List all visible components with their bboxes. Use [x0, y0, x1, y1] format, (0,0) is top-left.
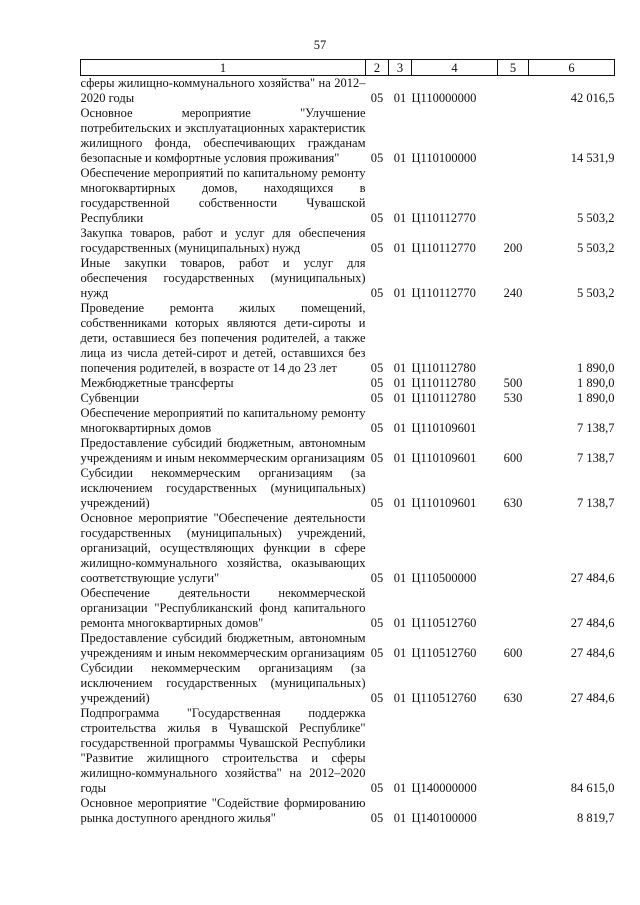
row-name: Предоставление субсидий бюджетным, автономным учреждениям и иным некоммерческим организациям [80, 631, 366, 660]
row-target: Ц140100000 [411, 811, 477, 825]
row-target: Ц110109601 [411, 496, 477, 510]
table-header-row [81, 60, 615, 76]
row-name: Обеспечение мероприятий по капитальному ремонту многоквартирных домов [80, 406, 366, 435]
column-header-amount: 6 [529, 60, 615, 76]
table-row [81, 226, 615, 256]
row-amount: 42 016,5 [570, 91, 615, 105]
row-name: Подпрограмма "Государственная поддержка строительства жилья в Чувашской Республике" государственной программы Чувашской Республики "Развитие жилищного строительства и сферы жилищно-коммунального хозяйства" на 2012–2020 годы [80, 706, 366, 795]
row-target: Ц140000000 [411, 781, 477, 795]
column-header-section: 2 [366, 60, 389, 76]
row-target: Ц110109601 [411, 451, 477, 465]
row-type [498, 406, 529, 436]
column-header-type: 5 [498, 60, 529, 76]
row-amount: 7 138,7 [577, 451, 615, 465]
row-subsection: 01 [393, 211, 407, 225]
table-row [81, 376, 615, 391]
row-section: 05 [370, 91, 384, 105]
row-subsection: 01 [393, 571, 407, 585]
row-type: 240 [503, 286, 523, 300]
row-subsection: 01 [393, 616, 407, 630]
row-type [498, 76, 529, 107]
row-amount: 1 890,0 [577, 391, 615, 405]
table-row [81, 631, 615, 661]
table-row [81, 166, 615, 226]
row-section: 05 [370, 811, 384, 825]
row-section: 05 [370, 361, 384, 375]
table-row [81, 466, 615, 511]
row-subsection: 01 [393, 421, 407, 435]
row-type [498, 166, 529, 226]
row-subsection: 01 [393, 91, 407, 105]
table-row [81, 661, 615, 706]
row-amount: 8 819,7 [577, 811, 615, 825]
row-section: 05 [370, 451, 384, 465]
row-amount: 5 503,2 [577, 241, 615, 255]
row-amount: 1 890,0 [577, 361, 615, 375]
row-section: 05 [370, 421, 384, 435]
row-name: Основное мероприятие "Обеспечение деятельности государственных (муниципальных) учреждений, организаций, осуществляющих функции в сфере жилищно-коммунального хозяйства, оказывающих соответствующие услуги" [80, 511, 366, 585]
row-amount: 7 138,7 [577, 421, 615, 435]
row-amount: 84 615,0 [570, 781, 615, 795]
row-target: Ц110112770 [411, 286, 476, 300]
row-section: 05 [370, 376, 384, 390]
row-type: 600 [503, 451, 523, 465]
row-subsection: 01 [393, 241, 407, 255]
row-name: Субсидии некоммерческим организациям (за исключением государственных (муниципальных) учреждений) [80, 466, 366, 510]
row-subsection: 01 [393, 391, 407, 405]
row-target: Ц110112780 [411, 361, 476, 375]
row-amount: 27 484,6 [570, 616, 615, 630]
row-section: 05 [370, 646, 384, 660]
row-subsection: 01 [393, 691, 407, 705]
row-subsection: 01 [393, 151, 407, 165]
row-name: Обеспечение мероприятий по капитальному ремонту многоквартирных домов, находящихся в государственной собственности Чувашской Республики [80, 166, 366, 225]
row-subsection: 01 [393, 646, 407, 660]
row-subsection: 01 [393, 811, 407, 825]
column-header-target: 4 [412, 60, 498, 76]
row-name: Проведение ремонта жилых помещений, собственниками которых являются дети-сироты и дети, оставшиеся без попечения родителей, а также лица из числа детей-сирот и детей, оставшихся без попечения родителей, в возрасте от 14 до 23 лет [80, 301, 366, 375]
table-row [81, 706, 615, 796]
row-subsection: 01 [393, 376, 407, 390]
row-name: Субвенции [80, 391, 140, 405]
row-type [498, 706, 529, 796]
row-target: Ц110512760 [411, 616, 477, 630]
row-subsection: 01 [393, 286, 407, 300]
row-type: 630 [503, 691, 523, 705]
row-target: Ц110100000 [411, 151, 477, 165]
table-row [81, 511, 615, 586]
table-row [81, 436, 615, 466]
row-target: Ц110512760 [411, 691, 477, 705]
row-amount: 5 503,2 [577, 211, 615, 225]
table-row [81, 256, 615, 301]
row-section: 05 [370, 286, 384, 300]
row-type: 200 [503, 241, 523, 255]
table-row [81, 106, 615, 166]
row-name: Основное мероприятие "Улучшение потребительских и эксплуатационных характеристик жилищного фонда, обеспечивающих гражданам безопасные и комфортные условия проживания" [80, 106, 366, 165]
row-type [498, 796, 529, 826]
row-type [498, 301, 529, 376]
row-subsection: 01 [393, 496, 407, 510]
row-section: 05 [370, 211, 384, 225]
row-type: 500 [503, 376, 523, 390]
row-subsection: 01 [393, 781, 407, 795]
row-type: 530 [503, 391, 523, 405]
row-target: Ц110112770 [411, 241, 476, 255]
row-amount: 7 138,7 [577, 496, 615, 510]
row-name: Обеспечение деятельности некоммерческой организации "Республиканский фонд капитального ремонта многоквартирных домов" [80, 586, 366, 630]
row-name: сферы жилищно-коммунального хозяйства" на 2012–2020 годы [80, 76, 366, 105]
row-amount: 27 484,6 [570, 691, 615, 705]
table-row [81, 406, 615, 436]
row-name: Межбюджетные трансферты [80, 376, 234, 390]
row-type [498, 586, 529, 631]
column-header-name: 1 [81, 60, 366, 76]
row-section: 05 [370, 151, 384, 165]
table-row [81, 391, 615, 406]
row-section: 05 [370, 496, 384, 510]
column-header-subsection: 3 [389, 60, 412, 76]
row-name: Закупка товаров, работ и услуг для обеспечения государственных (муниципальных) нужд [80, 226, 366, 255]
table-row [81, 796, 615, 826]
row-target: Ц110512760 [411, 646, 477, 660]
row-type: 630 [503, 496, 523, 510]
row-name: Предоставление субсидий бюджетным, автономным учреждениям и иным некоммерческим организациям [80, 436, 366, 465]
row-amount: 1 890,0 [577, 376, 615, 390]
row-target: Ц110109601 [411, 421, 477, 435]
row-name: Субсидии некоммерческим организациям (за исключением государственных (муниципальных) учреждений) [80, 661, 366, 705]
row-section: 05 [370, 391, 384, 405]
budget-table [80, 59, 615, 826]
row-amount: 27 484,6 [570, 571, 615, 585]
row-section: 05 [370, 691, 384, 705]
row-subsection: 01 [393, 451, 407, 465]
row-amount: 5 503,2 [577, 286, 615, 300]
row-target: Ц110000000 [411, 91, 477, 105]
row-subsection: 01 [393, 361, 407, 375]
row-type [498, 511, 529, 586]
row-target: Ц110112770 [411, 211, 476, 225]
row-name: Основное мероприятие "Содействие формированию рынка доступного арендного жилья" [80, 796, 366, 825]
row-target: Ц110112780 [411, 391, 476, 405]
row-name: Иные закупки товаров, работ и услуг для обеспечения государственных (муниципальных) нужд [80, 256, 366, 300]
row-section: 05 [370, 241, 384, 255]
row-target: Ц110112780 [411, 376, 476, 390]
row-type [498, 106, 529, 166]
table-row [81, 76, 615, 107]
row-section: 05 [370, 616, 384, 630]
row-amount: 27 484,6 [570, 646, 615, 660]
row-target: Ц110500000 [411, 571, 477, 585]
table-row [81, 301, 615, 376]
row-amount: 14 531,9 [570, 151, 615, 165]
row-section: 05 [370, 571, 384, 585]
row-section: 05 [370, 781, 384, 795]
page-number: 57 [313, 38, 327, 52]
table-row [81, 586, 615, 631]
row-type: 600 [503, 646, 523, 660]
